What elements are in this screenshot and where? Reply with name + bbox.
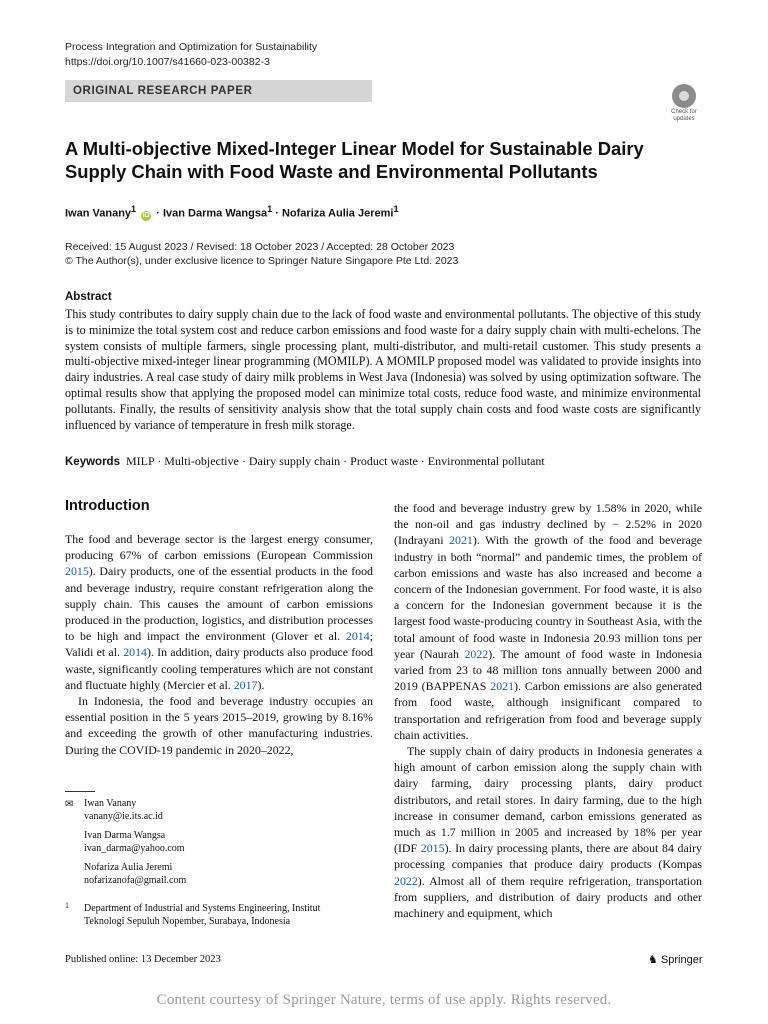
citation-link[interactable]: 2021: [449, 533, 473, 548]
keywords-list: MILP · Multi-objective · Dairy supply chain · Product waste · Environmental pollutant: [125, 454, 545, 468]
author-2[interactable]: · Ivan Darma Wangsa: [156, 207, 268, 220]
orcid-icon[interactable]: iD: [142, 211, 150, 219]
copyright-line: © The Author(s), under exclusive licence to Springer Nature Singapore Pte Ltd. 2023: [65, 255, 459, 267]
journal-name: Process Integration and Optimization for Sustainability: [65, 41, 318, 53]
springer-horse-icon: ♞: [648, 954, 658, 966]
keywords: [65, 454, 545, 469]
contact-block: Iwan Vanany vanany@ie.its.ac.id: [84, 798, 365, 823]
email-link[interactable]: nofarizanofa@gmail.com: [84, 874, 187, 886]
courtesy-watermark: Content courtesy of Springer Nature, terms of use apply. Rights reserved.: [156, 992, 612, 1008]
email-link[interactable]: ivan_darma@yahoo.com: [84, 842, 185, 854]
check-updates-text: Check for updates: [671, 109, 697, 122]
contact-block: Ivan Darma Wangsa ivan_darma@yahoo.com: [84, 830, 365, 855]
paragraph: the food and beverage industry grew by 1.58% in 2020, while the non-oil and gas industry declined by − 2.52% in 2020 (Indrayani 2021). With the growth of the food and beverage industry in both “normal” and pandemic times, the problem of carbon emissions and waste has also increased and become a concern of the Indonesian government. For food waste, it is also a concern for the Indonesian government because it is the largest food waste-producing country in Southeast Asia, with the total amount of food waste in Indonesia 20.93 million tons per year (Naurah 2022). The amount of food waste in Indonesia varied from 23 to 48 million tons annually between 2000 and 2019 (BAPPENAS 2021). Carbon emissions are also generated from food waste, although insignificant compared to transportation and refrigeration from food and beverage supply chain activities.: [394, 501, 703, 742]
citation-link[interactable]: 2017: [233, 677, 258, 692]
body-column-left: [65, 531, 373, 758]
publisher-logo: ♞ Springer: [648, 954, 703, 966]
doi-link[interactable]: https://doi.org/10.1007/s41660-023-00382-3: [65, 56, 270, 68]
citation-link[interactable]: 2014: [123, 645, 147, 660]
author-3[interactable]: · Nofariza Aulia Jeremi: [275, 207, 394, 220]
introduction-heading: Introduction: [65, 498, 150, 514]
citation-link[interactable]: 2014: [345, 629, 370, 644]
article-type-banner: [65, 80, 372, 102]
published-online: Published online: 13 December 2023: [65, 954, 221, 965]
citation-link[interactable]: 2022: [464, 646, 489, 661]
paragraph: The supply chain of dairy products in Indonesia generates a high amount of carbon emission along the supply chain with dairy farming, dairy processing plants, dairy product distributors, and retail stores. In dairy farming, due to the high increase in consumer demand, carbon emissions generated as much as 1.7 million in 2005 and increased by 18% per year (IDF 2015). In dairy processing plants, there are about 84 dairy processing companies that produce dairy products (Kompas 2022). Almost all of them require refrigeration, transportation from suppliers, and distribution of dairy products and other machinery and equipment, which: [394, 744, 702, 921]
corresponding-authors: [65, 798, 365, 894]
author-list: Iwan Vanany$^1$ iD · Ivan Darma Wangsa$^1$ · Nofariza Aulia Jeremi$^1$: [65, 204, 399, 220]
received-dates: Received: 15 August 2023 / Revised: 18 October 2023 / Accepted: 28 October 2023: [65, 241, 455, 253]
abstract-heading: Abstract: [65, 291, 112, 303]
email-link[interactable]: vanany@ie.its.ac.id: [84, 810, 163, 822]
paper-title: A Multi-objective Mixed-Integer Linear Model for Sustainable Dairy Supply Chain with Food Waste and Environmental Pollutants: [65, 138, 644, 182]
publication-dates: [65, 240, 458, 268]
envelope-icon: ✉: [65, 799, 74, 810]
journal-header: [65, 40, 317, 70]
check-updates-icon: [672, 84, 696, 108]
citation-link[interactable]: 2015: [65, 564, 89, 579]
check-for-updates-badge[interactable]: [664, 84, 704, 124]
citation-link[interactable]: 2022: [394, 873, 418, 888]
footnote-divider: [65, 791, 95, 792]
affiliation-footnote: 1 Department of Industrial and Systems Engineering, Institut Teknologi Sepuluh Nopember, Surabaya, Indonesia: [65, 901, 321, 927]
contact-block: Nofariza Aulia Jeremi nofarizanofa@gmail.com: [84, 862, 365, 887]
keywords-label: Keywords: [65, 456, 120, 468]
abstract-text: This study contributes to dairy supply chain due to the lack of food waste and environmental pollutants. The objective of this study is to minimize the total system cost and reduce carbon emissions and food waste for a dairy supply chain with multi-echelons. The system consists of multiple farmers, single processing plant, multi-distributor, and multi-retail customer. This study presents a multi-objective mixed-integer linear programming (MOMILP). A MOMILP proposed model was validated to provide insights into dairy industries. A real case study of dairy milk problems in West Java (Indonesia) was solved by using optimization software. The optimal results show that applying the proposed model can minimize total costs, reduce food waste, and minimize environmental pollutants. Finally, the results of sensitivity analysis show that the total supply chain costs and food waste costs are significantly influenced by variance of temperature in fresh milk storage.: [65, 307, 701, 432]
citation-link[interactable]: 2021: [490, 679, 515, 694]
paragraph: In Indonesia, the food and beverage industry occupies an essential position in the 5 years 2015–2019, growing by 8.16% and exceeding the growth of other manufacturing industries. During the COVID-19 pandemic in 2020–2022,: [65, 694, 373, 757]
paragraph: The food and beverage sector is the largest energy consumer, producing 67% of carbon emissions (European Commission 2015). Dairy products, one of the essential products in the food and beverage industry, require constant refrigeration along the supply chain. This causes the amount of carbon emissions produced in the production, logistics, and distribution processes to be high and impact the environment (Glover et al. 2014; Validi et al. 2014). In addition, dairy products also produce food waste, significantly cooling temperatures which are not constant and fluctuate highly (Mercier et al. 2017).: [65, 532, 373, 692]
citation-link[interactable]: 2015: [420, 841, 445, 856]
body-column-right: [394, 500, 702, 921]
article-type-label: ORIGINAL RESEARCH PAPER: [73, 85, 253, 97]
author-1[interactable]: Iwan Vanany: [65, 207, 132, 220]
